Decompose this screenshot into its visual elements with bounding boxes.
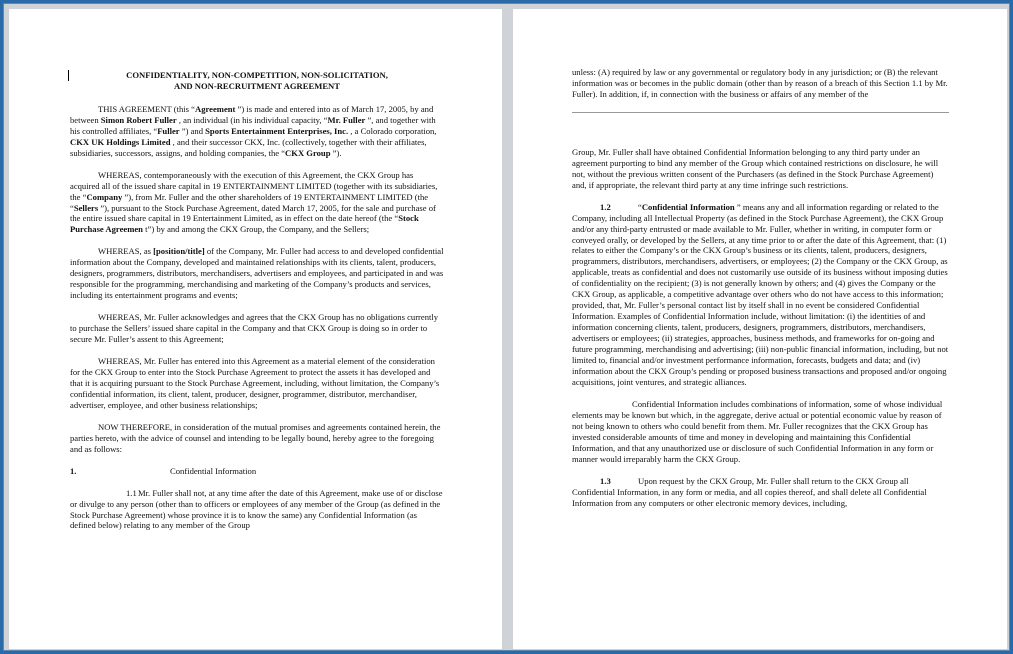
- section-number: 1.: [70, 465, 77, 476]
- clause-number: 1.3: [600, 475, 611, 486]
- paragraph-whereas-2: WHEREAS, as [position/title] of the Company, Mr. Fuller had access to and developed confidential information about the Company, developed and maintained relationships with its clients, talent, producers, designers, programmers, distributors, merchandisers, advertisers and employees, and participated in and was responsible for the programming, merchandising and marketing of the Company’s products and services, including its entertainment programs and events;: [70, 246, 444, 301]
- paragraph-preamble: THIS AGREEMENT (this “Agreement ”) is made and entered into as of March 17, 2005, by and between Simon Robert Fuller , an individual (in his individual capacity, “Mr. Fuller ”, and together with his controlled affiliates, “Fuller ”) and Sports Entertainment Enterprises, Inc. , a Colorado corporation, CKX UK Holdings Limited , and their successor CKX, Inc. (collectively, together with their affiliates, subsidiaries, successors, assigns, and holding companies, the “CKX Group ”).: [70, 103, 437, 158]
- paragraph-continued: unless: (A) required by law or any governmental or regulatory body in any jurisdiction; or (B) the relevant information was or becomes in the public domain (other than by reason of a breach of this Section 1.1 by Mr. Fuller). In addition, if, in connection with the business or affairs of any member of the: [572, 67, 948, 99]
- paragraph-confidential-combinations: Confidential Information includes combinations of information, some of whose individual elements may be known but which, in the aggregate, derive actual or potential economic value by reason of not being known to others who could benefit from them. Mr. Fuller recognizes that the CKX Group has invested considerable amounts of time and money in developing and maintaining this Confidential Information, and that any unauthorized use or disclosure of such Confidential Information in any form or manner would irreparably harm the CKX Group.: [572, 398, 943, 464]
- paragraph-continued-2: Group, Mr. Fuller shall have obtained Confidential Information belonging to any third party under an agreement purporting to bind any member of the Group which contained restrictions on disclosure, he will not, without the previous written consent of the Purchasers (as defined in the Stock Purchase Agreement) and, if appropriate, the relevant third party at any time infringe such restrictions.: [572, 146, 939, 190]
- document-page-right[interactable]: [513, 9, 1007, 649]
- paragraph-1-1: 1.1Mr. Fuller shall not, at any time after the date of this Agreement, make use of or disclose or divulge to any person (other than to officers or employees of any member of the Group (as defined in the Stock Purchase Agreement) whose province it is to know the same) any Confidential Information (as defined below) relating to any member of the Group: [70, 487, 443, 531]
- paragraph-now-therefore: NOW THEREFORE, in consideration of the mutual promises and agreements contained herein, the parties hereto, with the advice of counsel and intending to be legally bound, hereby agree to the foregoing and as follows:: [70, 421, 441, 454]
- clause-number: 1.1: [126, 487, 137, 498]
- paragraph-1-2: 1.2 “Confidential Information ” means any and all information regarding or related to the Company, including all Intellectual Property (as defined in the Stock Purchase Agreement), the CKX Group and/or any third-party entrusted or made available to Mr. Fuller, whether in writing, in computer form or conveyed orally, or developed by the Sellers, at any time prior to or after the date of this Agreement, that: (1) relates to either the Company’s or the CKX Group’s business or its clients, talent, producers, designers, programmers, distributors, merchandisers, advertisers, or employees; (2) the Company or the CKX Group, as applicable, treats as confidential and does not customarily use outside of its business without imposing duties of confidentiality on the recipient; (3) is not generally known by others; and (4) gives the Company or the CKX Group, as applicable, a competitive advantage over others who do not have access to this information; provided, that, Mr. Fuller’s personal contact list by itself shall in no event be considered Confidential Information. Examples of Confidential Information include, without limitation: (i) the identities of and information concerning clients, talent, producers, designers, programmers, distributors, merchandisers, advertisers or employees; (ii) strategies, approaches, business methods, and frameworks for on-going and future programming, merchandising and advertising; (iii) non-public financial information, including, but not limited to, financial and/or investment performance information, forecasts, budgets and data; and (iv) information about the CKX Group’s pending or proposed business transactions and proposed and/or ongoing acquisitions, joint ventures, and strategic alliances.: [572, 201, 949, 387]
- agreement-title: [70, 70, 444, 92]
- text-cursor: [68, 70, 69, 81]
- document-page-left[interactable]: [9, 9, 502, 649]
- paragraph-whereas-1: WHEREAS, contemporaneously with the execution of this Agreement, the CKX Group has acquired all of the issued share capital in 19 ENTERTAINMENT LIMITED (together with its subsidiaries, the “Company ”), from Mr. Fuller and the other shareholders of 19 ENTERTAINMENT LIMITED (the “Sellers ”), pursuant to the Stock Purchase Agreement, dated March 17, 2005, for the sale and purchase of the entire issued share capital in 19 Entertainment Limited, as in effect on the date hereof (the “Stock Purchase Agreemen t”) by and among the CKX Group, the Company, and the Sellers;: [70, 169, 438, 235]
- page-break-separator: [572, 112, 949, 113]
- document-viewer: [3, 3, 1010, 651]
- paragraph-whereas-4: WHEREAS, Mr. Fuller has entered into this Agreement as a material element of the consideration for the CKX Group to enter into the Stock Purchase Agreement to protect the assets it has developed and that it is acquiring pursuant to the Stock Purchase Agreement, including, without limitation, the Company’s confidential information, its client, talent, producer, designer, programmer, distributor, merchandiser, advertiser, employee, and other business relationships;: [70, 356, 440, 410]
- paragraph-1-3: 1.3 Upon request by the CKX Group, Mr. Fuller shall return to the CKX Group all Confidential Information, in any form or media, and all copies thereof, and shall delete all Confidential Information from any computers or other electronic memory devices, including,: [572, 475, 927, 508]
- paragraph-whereas-3: WHEREAS, Mr. Fuller acknowledges and agrees that the CKX Group has no obligations currently to purchase the Sellers’ issued share capital in the Company and that CKX Group is doing so in order to secure Mr. Fuller’s assent to this Agreement;: [70, 312, 439, 345]
- section-heading-1: [70, 466, 444, 477]
- title-line-1: CONFIDENTIALITY, NON-COMPETITION, NON-SOLICITATION,: [126, 70, 388, 80]
- section-title: Confidential Information: [170, 465, 257, 476]
- title-line-2: AND NON-RECRUITMENT AGREEMENT: [174, 80, 340, 91]
- clause-number: 1.2: [600, 201, 611, 212]
